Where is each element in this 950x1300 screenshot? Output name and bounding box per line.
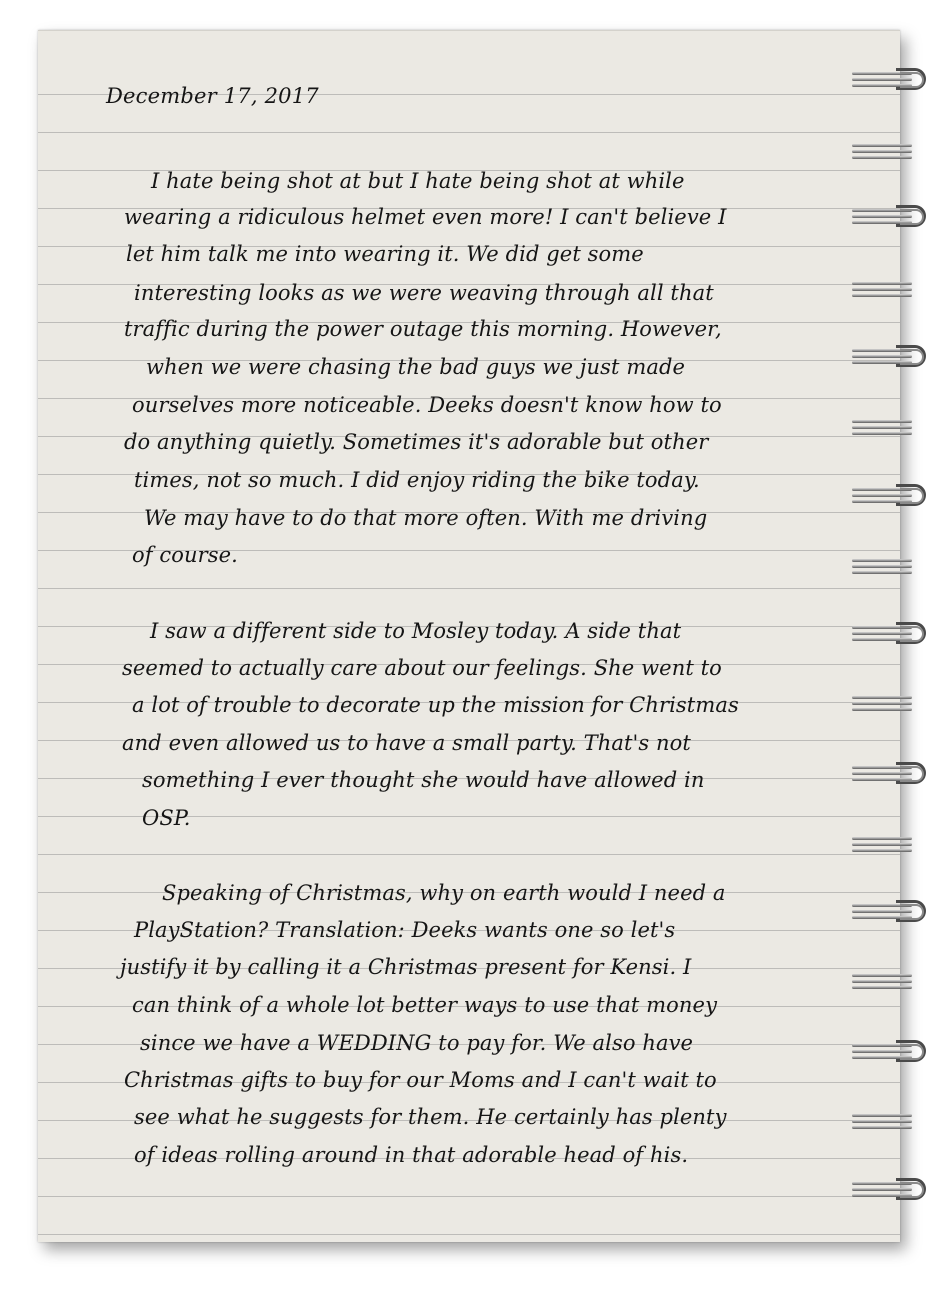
journal-line: let him talk me into wearing it. We did get some [126, 242, 644, 266]
entry-date: December 17, 2017 [106, 84, 319, 108]
spiral-ring-icon [852, 1040, 932, 1066]
journal-line: do anything quietly. Sometimes it's adorable but other [124, 430, 709, 454]
journal-entry [38, 30, 900, 1242]
journal-line: We may have to do that more often. With me driving [144, 506, 708, 530]
spiral-binding [852, 0, 942, 1300]
journal-line: PlayStation? Translation: Deeks wants one so let's [134, 918, 676, 942]
journal-line: I saw a different side to Mosley today. A side that [150, 619, 682, 643]
spiral-ring-icon [852, 205, 932, 231]
spiral-ring-icon [852, 140, 932, 166]
journal-line: I hate being shot at but I hate being shot at while [151, 169, 685, 193]
notebook-page [38, 30, 900, 1242]
spiral-ring-icon [852, 762, 932, 788]
journal-line: of course. [132, 543, 238, 567]
spiral-ring-icon [852, 555, 932, 581]
spiral-ring-icon [852, 833, 932, 859]
spiral-ring-icon [852, 345, 932, 371]
journal-line: Christmas gifts to buy for our Moms and I can't wait to [124, 1068, 717, 1092]
journal-line: traffic during the power outage this morning. However, [124, 317, 722, 341]
journal-line: can think of a whole lot better ways to use that money [132, 993, 718, 1017]
journal-line: a lot of trouble to decorate up the mission for Christmas [132, 693, 739, 717]
spiral-ring-icon [852, 622, 932, 648]
journal-line: ourselves more noticeable. Deeks doesn't know how to [132, 393, 722, 417]
journal-line: when we were chasing the bad guys we just made [146, 355, 686, 379]
spiral-ring-icon [852, 970, 932, 996]
journal-line: and even allowed us to have a small party. That's not [122, 731, 691, 755]
spiral-ring-icon [852, 484, 932, 510]
journal-line: see what he suggests for them. He certainly has plenty [134, 1105, 727, 1129]
spiral-ring-icon [852, 278, 932, 304]
journal-line: Speaking of Christmas, why on earth would I need a [162, 881, 726, 905]
journal-line: of ideas rolling around in that adorable head of his. [134, 1143, 689, 1167]
journal-line: justify it by calling it a Christmas present for Kensi. I [120, 955, 692, 979]
journal-line: since we have a WEDDING to pay for. We also have [140, 1031, 694, 1055]
spiral-ring-icon [852, 692, 932, 718]
journal-line: something I ever thought she would have allowed in [142, 768, 705, 792]
journal-line: OSP. [142, 806, 191, 830]
spiral-ring-icon [852, 416, 932, 442]
spiral-ring-icon [852, 68, 932, 94]
journal-line: seemed to actually care about our feelings. She went to [122, 656, 722, 680]
journal-line: times, not so much. I did enjoy riding the bike today. [134, 468, 700, 492]
journal-line: interesting looks as we were weaving through all that [134, 281, 714, 305]
spiral-ring-icon [852, 1110, 932, 1136]
journal-line: wearing a ridiculous helmet even more! I can't believe I [124, 205, 727, 229]
spiral-ring-icon [852, 1178, 932, 1204]
spiral-ring-icon [852, 900, 932, 926]
